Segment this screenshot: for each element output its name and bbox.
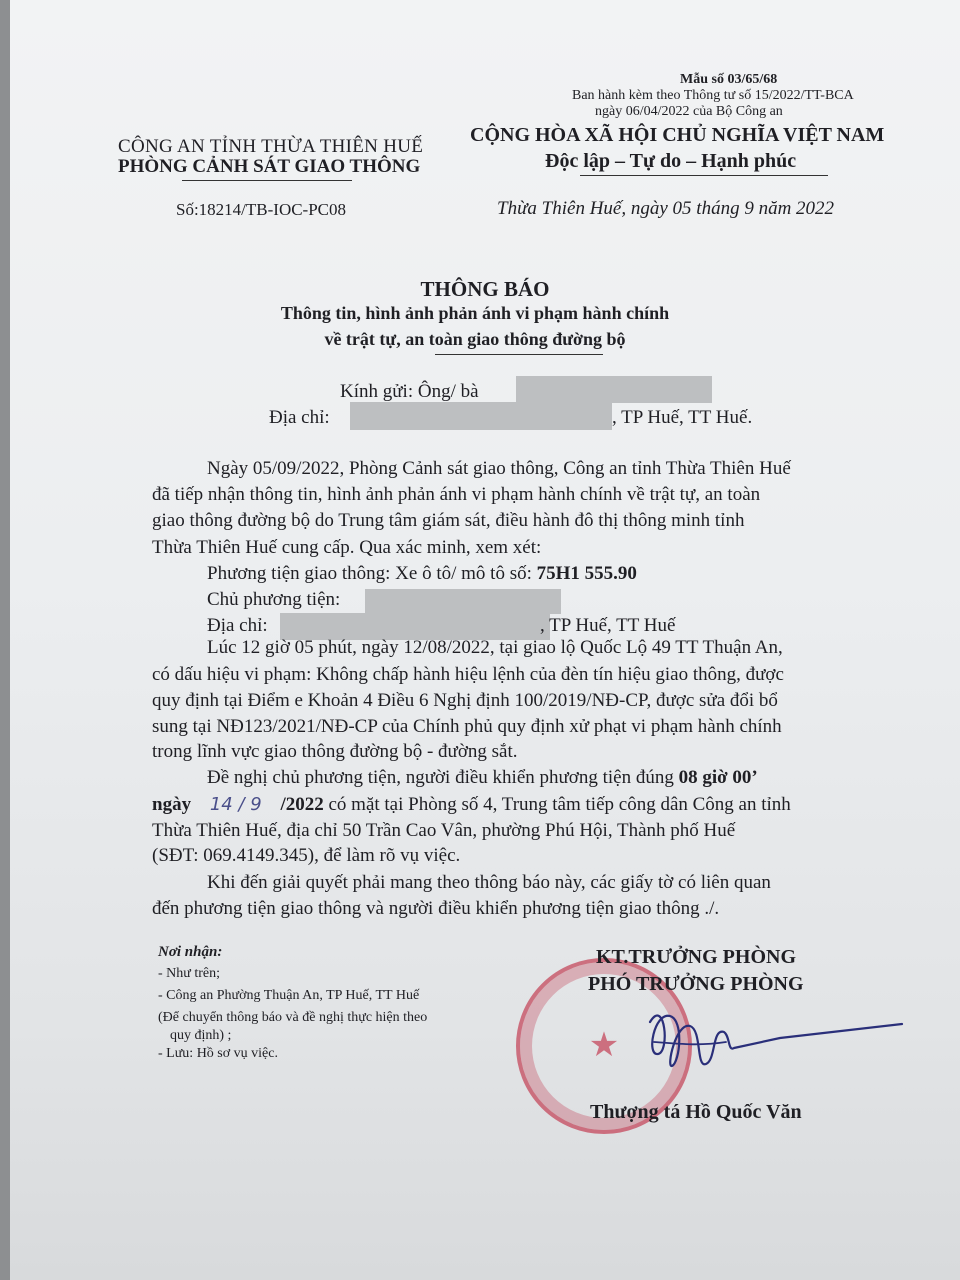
p3-line1: [207, 767, 758, 789]
appointment-time: 08 giờ 00’: [678, 767, 758, 788]
recipients-item-3a: (Để chuyển thông báo và đề nghị thực hiện theo: [158, 1010, 428, 1025]
owner-address-label: Địa chỉ:: [207, 615, 268, 636]
motto-underline: [580, 175, 828, 176]
document-subtitle-2: về trật tự, an toàn giao thông đường bộ: [324, 329, 626, 349]
agency-name: CÔNG AN TỈNH THỪA THIÊN HUẾ: [118, 136, 424, 157]
vehicle-label: Phương tiện giao thông: Xe ô tô/ mô tô số:: [207, 563, 532, 584]
recipients-item-4: - Lưu: Hồ sơ vụ việc.: [158, 1046, 278, 1061]
national-motto: Độc lập – Tự do – Hạnh phúc: [545, 150, 797, 172]
recipient-address-suffix: , TP Huế, TT Huế.: [612, 407, 753, 428]
p4-line2: đến phương tiện giao thông và người điều khiển phương tiện giao thông ./.: [152, 898, 720, 919]
document-page: [10, 0, 960, 1280]
p3-line2-rest: có mặt tại Phòng số 4, Trung tâm tiếp công dân Công an tỉnh: [328, 794, 791, 815]
p4-line1: Khi đến giải quyết phải mang theo thông báo này, các giấy tờ có liên quan: [207, 872, 771, 893]
subtitle-underline: [435, 354, 603, 355]
p2-line4: sung tại NĐ123/2021/NĐ-CP của Chính phủ quy định xử phạt vi phạm hành chính: [152, 716, 782, 737]
place-date: Thừa Thiên Huế, ngày 05 tháng 9 năm 2022: [497, 198, 835, 219]
owner-address-suffix: , TP Huế, TT Huế: [540, 615, 676, 636]
p1-line2: đã tiếp nhận thông tin, hình ảnh phản ánh vi phạm hành chính về trật tự, an toàn: [152, 484, 761, 505]
p3-line1-text: Đề nghị chủ phương tiện, người điều khiển phương tiện đúng: [207, 767, 674, 788]
p2-line5: trong lĩnh vực giao thông đường bộ - đường sắt.: [152, 741, 518, 762]
redacted-owner: [365, 589, 561, 614]
p2-line3: quy định tại Điểm e Khoản 4 Điều 6 Nghị định 100/2019/NĐ-CP, được sửa đổi bổ: [152, 690, 778, 711]
appointment-year: /2022: [280, 794, 324, 815]
redacted-owner-address: [280, 613, 550, 640]
signer-name: Thượng tá Hồ Quốc Văn: [590, 1101, 802, 1123]
p1-line1: Ngày 05/09/2022, Phòng Cảnh sát giao thông, Công an tỉnh Thừa Thiên Huế: [207, 458, 791, 479]
recipient-address-label: Địa chỉ:: [269, 407, 330, 428]
recipient-label: Kính gửi: Ông/ bà: [340, 381, 479, 402]
redacted-name: [516, 376, 712, 403]
p3-line2: [152, 794, 791, 816]
signer-role-2: PHÓ TRƯỞNG PHÒNG: [588, 973, 804, 995]
department-underline: [182, 180, 352, 181]
document-title: THÔNG BÁO: [420, 277, 550, 301]
p2-line1: Lúc 12 giờ 05 phút, ngày 12/08/2022, tại giao lộ Quốc Lộ 49 TT Thuận An,: [207, 637, 783, 658]
star-icon: ★: [588, 1027, 620, 1064]
form-number: Mẫu số 03/65/68: [680, 72, 778, 87]
p3-line3: Thừa Thiên Huế, địa chỉ 50 Trần Cao Vân, phường Phú Hội, Thành phố Huế: [152, 820, 736, 841]
document-number: Số:18214/TB-IOC-PC08: [176, 200, 347, 219]
vehicle-plate: 75H1 555.90: [536, 563, 637, 584]
vehicle-line: [207, 563, 637, 585]
issued-by-line2: ngày 06/04/2022 của Bộ Công an: [595, 104, 783, 119]
department-name: PHÒNG CẢNH SÁT GIAO THÔNG: [118, 156, 421, 177]
p1-line4: Thừa Thiên Huế cung cấp. Qua xác minh, xem xét:: [152, 537, 542, 558]
issued-by-line1: Ban hành kèm theo Thông tư số 15/2022/TT-BCA: [572, 88, 854, 103]
document-subtitle-1: Thông tin, hình ảnh phản ánh vi phạm hành chính: [280, 303, 670, 323]
recipients-item-3b: quy định) ;: [170, 1028, 232, 1043]
appointment-day-label: ngày: [152, 794, 192, 815]
handwritten-signature: [610, 982, 910, 1092]
recipients-item-1: - Như trên;: [158, 966, 221, 981]
owner-label: Chủ phương tiện:: [207, 589, 341, 610]
handwritten-day: 14 / 9: [209, 794, 262, 815]
national-title: CỘNG HÒA XÃ HỘI CHỦ NGHĨA VIỆT NAM: [470, 124, 885, 146]
redacted-address: [350, 402, 612, 430]
recipients-item-2: - Công an Phường Thuận An, TP Huế, TT Huế: [158, 988, 420, 1003]
signer-role-1: KT.TRƯỞNG PHÒNG: [596, 946, 796, 968]
p3-line4: (SĐT: 069.4149.345), để làm rõ vụ việc.: [152, 845, 461, 866]
p2-line2: có dấu hiệu vi phạm: Không chấp hành hiệu lệnh của đèn tín hiệu giao thông, được: [152, 664, 784, 685]
recipients-heading: Nơi nhận:: [158, 944, 223, 960]
p1-line3: giao thông đường bộ do Trung tâm giám sát, điều hành đô thị thông minh tỉnh: [152, 510, 745, 531]
